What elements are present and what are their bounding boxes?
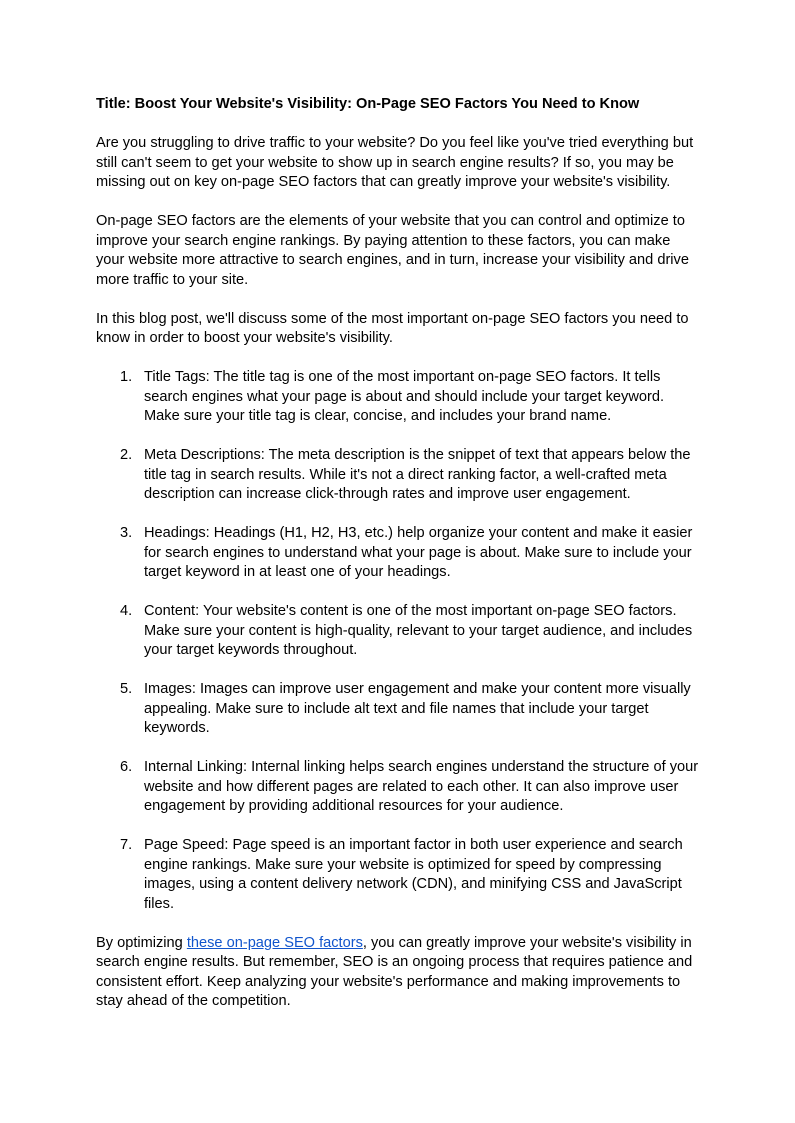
list-item-text: Meta Descriptions: The meta description is the snippet of text that appears below the title tag in search results. While it's not a direct ranking factor, a well-crafted meta description can increase click-through rates and improve user engagement. — [144, 447, 691, 502]
list-item-text: Images: Images can improve user engagement and make your content more visually appealing. Make sure to include alt text and file names that include your target keywords. — [144, 681, 691, 736]
list-item-content — [96, 602, 699, 661]
list-item-text: Page Speed: Page speed is an important factor in both user experience and search engine rankings. Make sure your website is optimized for speed by compressing images, using a content delivery network (CDN), and minifying CSS and JavaScript files. — [144, 837, 683, 912]
seo-factors-list — [96, 368, 699, 914]
definition-paragraph: On-page SEO factors are the elements of your website that you can control and optimize to improve your search engine rankings. By paying attention to these factors, you can make your website more attractive to search engines, and in turn, increase your visibility and drive more traffic to your site. — [96, 213, 689, 288]
list-item-meta-descriptions — [96, 446, 699, 505]
conclusion-text-after: , you can greatly improve your website's visibility in search engine results. But remember, SEO is an ongoing process that requires patience and consistent effort. Keep analyzing your website's performance and making improvements to stay ahead of the competition. — [96, 934, 693, 1009]
list-number: 7. — [120, 837, 133, 853]
document-title: Title: Boost Your Website's Visibility: On-Page SEO Factors You Need to Know — [96, 96, 640, 112]
list-number: 1. — [120, 369, 133, 385]
list-number: 6. — [120, 759, 133, 775]
list-item-headings — [96, 524, 699, 583]
list-item-page-speed — [96, 836, 699, 914]
list-item-images — [96, 680, 699, 739]
list-number: 4. — [120, 603, 133, 619]
list-number: 5. — [120, 681, 133, 697]
conclusion-text-before: By optimizing — [96, 934, 187, 951]
overview-paragraph: In this blog post, we'll discuss some of the most important on-page SEO factors you need to know in order to boost your website's visibility. — [96, 310, 689, 346]
list-item-internal-linking — [96, 758, 699, 817]
list-item-text: Headings: Headings (H1, H2, H3, etc.) help organize your content and make it easier for search engines to understand what your page is about. Make sure to include your target keyword in at least one of your headings. — [144, 525, 693, 580]
conclusion-paragraph — [96, 934, 699, 1012]
list-item-title-tags — [96, 368, 699, 427]
list-item-text: Content: Your website's content is one of the most important on-page SEO factors. Make sure your content is high-quality, relevant to your target audience, and includes your target keywords throughout. — [144, 603, 693, 658]
list-number: 2. — [120, 447, 133, 463]
list-item-text: Internal Linking: Internal linking helps search engines understand the structure of your website and how different pages are related to each other. It can also improve user engagement by providing additional resources for your audience. — [144, 759, 699, 814]
list-item-text: Title Tags: The title tag is one of the most important on-page SEO factors. It tells search engines what your page is about and should include your target keyword. Make sure your title tag is clear, concise, and includes your brand name. — [144, 369, 665, 424]
intro-paragraph: Are you struggling to drive traffic to your website? Do you feel like you've tried everything but still can't seem to get your website to show up in search engine results? If so, you may be missing out on key on-page SEO factors that can greatly improve your website's visibility. — [96, 135, 694, 190]
list-number: 3. — [120, 525, 133, 541]
seo-factors-link[interactable]: these on-page SEO factors — [186, 934, 363, 951]
